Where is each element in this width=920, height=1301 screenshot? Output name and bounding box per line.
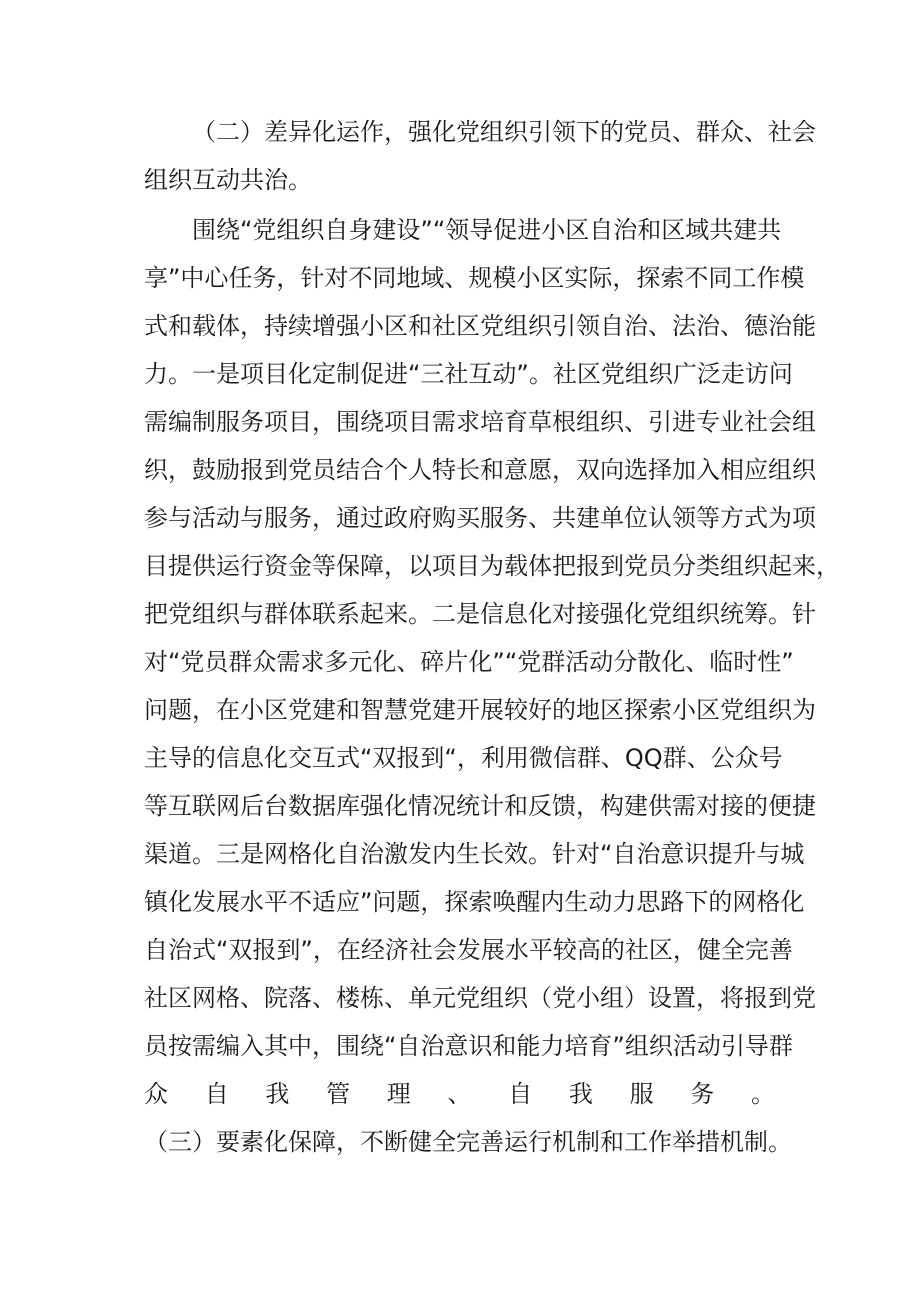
paragraph-line: 享”中心任务，针对不同地域、规模小区实际，探索不同工作模 [144, 264, 805, 292]
paragraph-line: 问题，在小区党建和智慧党建开展较好的地区探索小区党组织为 [144, 696, 816, 724]
paragraph-line: 主导的信息化交互式“双报到“，利用微信群、QQ群、公众号 [144, 744, 783, 772]
paragraph-line: 众自我管理、自我服务。 [144, 1080, 775, 1108]
paragraph-line: 需编制服务项目，围绕项目需求培育草根组织、引进专业社会组 [144, 408, 816, 436]
paragraph-line: 力。一是项目化定制促进“三社互动”。社区党组织广泛走访问 [144, 360, 793, 388]
heading-section-2-line-2: 组织互动共治。 [144, 166, 312, 194]
paragraph-line: 织，鼓励报到党员结合个人特长和意愿，双向选择加入相应组织 [144, 456, 816, 484]
paragraph-line: （三）要素化保障，不断健全完善运行机制和工作举措机制。 [144, 1128, 792, 1156]
heading-section-2-line-1: （二）差异化运作，强化党组织引领下的党员、群众、社会 [192, 118, 816, 146]
paragraph-line: 镇化发展水平不适应”问题，探索唤醒内生动力思路下的网格化 [144, 888, 805, 916]
paragraph-line: 社区网格、院落、楼栋、单元党组织（党小组）设置，将报到党 [144, 984, 816, 1012]
paragraph-line: 对“党员群众需求多元化、碎片化”“党群活动分散化、临时性” [144, 648, 794, 676]
heading-section-3 [192, 1172, 775, 1212]
paragraph-line: 参与活动与服务，通过政府购买服务、共建单位认领等方式为项 [144, 504, 816, 532]
paragraph-line: 员按需编入其中，围绕“自治意识和能力培育”组织活动引导群 [144, 1032, 793, 1060]
paragraph-line: 渠道。三是网格化自治激发内生长效。针对“自治意识提升与城 [144, 840, 805, 868]
paragraph-line: 自治式“双报到”，在经济社会发展水平较高的社区，健全完善 [144, 936, 793, 964]
paragraph-line: 目提供运行资金等保障，以项目为载体把报到党员分类组织起来， [144, 552, 840, 580]
paragraph-line: 把党组织与群体联系起来。二是信息化对接强化党组织统筹。针 [144, 600, 816, 628]
paragraph-line: 等互联网后台数据库强化情况统计和反馈，构建供需对接的便捷 [144, 792, 816, 820]
paragraph-line: 围绕“党组织自身建设”“领导促进小区自治和区域共建共 [192, 216, 782, 244]
paragraph-line: 式和载体，持续增强小区和社区党组织引领自治、法治、德治能 [144, 312, 816, 340]
